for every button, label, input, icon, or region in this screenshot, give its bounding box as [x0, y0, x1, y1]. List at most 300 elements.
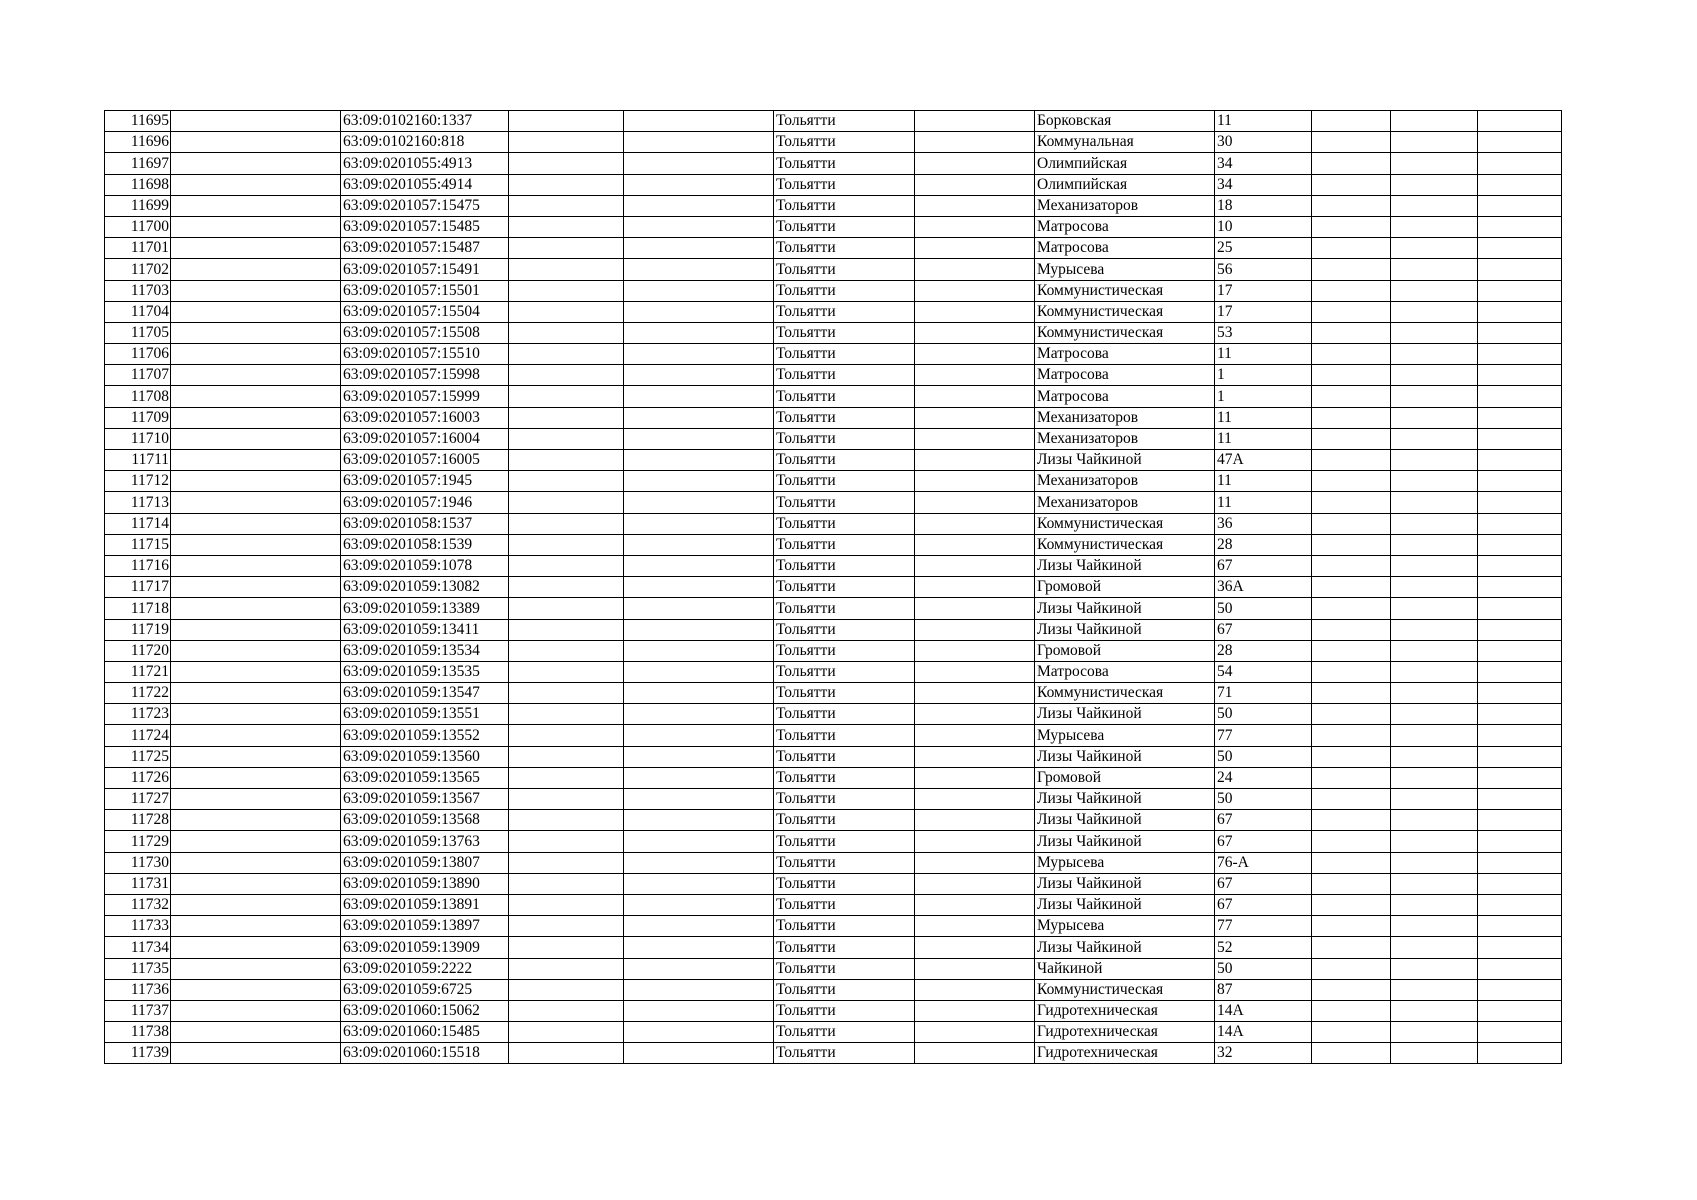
table-row	[105, 153, 1562, 174]
empty-cell	[1391, 174, 1478, 195]
house-number-cell: 71	[1215, 683, 1312, 704]
row-number-cell: 11738	[105, 1022, 171, 1043]
empty-cell	[1312, 789, 1391, 810]
empty-cell	[915, 661, 1035, 682]
empty-cell	[509, 492, 624, 513]
city-cell: Тольятти	[774, 789, 915, 810]
empty-cell	[1391, 683, 1478, 704]
registry-table-body	[105, 111, 1562, 1064]
city-cell: Тольятти	[774, 386, 915, 407]
city-cell: Тольятти	[774, 471, 915, 492]
empty-cell	[1391, 1022, 1478, 1043]
row-number-cell: 11719	[105, 619, 171, 640]
empty-cell	[1391, 661, 1478, 682]
empty-cell	[171, 492, 341, 513]
empty-cell	[915, 725, 1035, 746]
table-row	[105, 979, 1562, 1000]
house-number-cell: 67	[1215, 810, 1312, 831]
empty-cell	[171, 725, 341, 746]
city-cell: Тольятти	[774, 153, 915, 174]
table-row	[105, 619, 1562, 640]
empty-cell	[915, 428, 1035, 449]
empty-cell	[1391, 259, 1478, 280]
empty-cell	[171, 386, 341, 407]
empty-cell	[1312, 598, 1391, 619]
city-cell: Тольятти	[774, 111, 915, 132]
empty-cell	[1391, 344, 1478, 365]
cadastral-number-cell: 63:09:0201057:15998	[341, 365, 509, 386]
empty-cell	[1312, 450, 1391, 471]
table-row	[105, 259, 1562, 280]
empty-cell	[624, 450, 774, 471]
city-cell: Тольятти	[774, 746, 915, 767]
empty-cell	[171, 534, 341, 555]
table-row	[105, 534, 1562, 555]
house-number-cell: 32	[1215, 1043, 1312, 1064]
row-number-cell: 11716	[105, 555, 171, 576]
empty-cell	[1478, 852, 1562, 873]
empty-cell	[915, 1022, 1035, 1043]
city-cell: Тольятти	[774, 852, 915, 873]
row-number-cell: 11737	[105, 1000, 171, 1021]
empty-cell	[1478, 322, 1562, 343]
empty-cell	[624, 640, 774, 661]
table-row	[105, 386, 1562, 407]
city-cell: Тольятти	[774, 704, 915, 725]
row-number-cell: 11697	[105, 153, 171, 174]
cadastral-number-cell: 63:09:0102160:818	[341, 132, 509, 153]
empty-cell	[509, 577, 624, 598]
empty-cell	[1478, 937, 1562, 958]
row-number-cell: 11736	[105, 979, 171, 1000]
house-number-cell: 67	[1215, 555, 1312, 576]
empty-cell	[915, 555, 1035, 576]
empty-cell	[509, 852, 624, 873]
table-row	[105, 640, 1562, 661]
empty-cell	[1391, 746, 1478, 767]
empty-cell	[1391, 831, 1478, 852]
empty-cell	[171, 259, 341, 280]
empty-cell	[915, 619, 1035, 640]
empty-cell	[509, 640, 624, 661]
empty-cell	[624, 831, 774, 852]
row-number-cell: 11732	[105, 894, 171, 915]
empty-cell	[1312, 852, 1391, 873]
cadastral-number-cell: 63:09:0201055:4913	[341, 153, 509, 174]
empty-cell	[1312, 767, 1391, 788]
street-cell: Гидротехническая	[1035, 1043, 1215, 1064]
empty-cell	[915, 852, 1035, 873]
empty-cell	[1312, 1022, 1391, 1043]
street-cell: Гидротехническая	[1035, 1000, 1215, 1021]
row-number-cell: 11723	[105, 704, 171, 725]
empty-cell	[1478, 661, 1562, 682]
empty-cell	[1391, 195, 1478, 216]
cadastral-number-cell: 63:09:0201057:15999	[341, 386, 509, 407]
empty-cell	[915, 640, 1035, 661]
cadastral-number-cell: 63:09:0201059:13551	[341, 704, 509, 725]
city-cell: Тольятти	[774, 640, 915, 661]
empty-cell	[1312, 894, 1391, 915]
street-cell: Коммунальная	[1035, 132, 1215, 153]
empty-cell	[1391, 704, 1478, 725]
empty-cell	[624, 153, 774, 174]
house-number-cell: 76-А	[1215, 852, 1312, 873]
city-cell: Тольятти	[774, 619, 915, 640]
table-row	[105, 810, 1562, 831]
street-cell: Мурысева	[1035, 852, 1215, 873]
street-cell: Коммунистическая	[1035, 322, 1215, 343]
empty-cell	[1312, 471, 1391, 492]
row-number-cell: 11699	[105, 195, 171, 216]
empty-cell	[624, 132, 774, 153]
empty-cell	[1391, 534, 1478, 555]
empty-cell	[171, 661, 341, 682]
cadastral-number-cell: 63:09:0201059:13897	[341, 916, 509, 937]
empty-cell	[171, 153, 341, 174]
table-row	[105, 238, 1562, 259]
empty-cell	[624, 577, 774, 598]
city-cell: Тольятти	[774, 683, 915, 704]
house-number-cell: 50	[1215, 789, 1312, 810]
empty-cell	[915, 322, 1035, 343]
empty-cell	[1312, 153, 1391, 174]
empty-cell	[915, 958, 1035, 979]
house-number-cell: 14А	[1215, 1000, 1312, 1021]
registry-table	[104, 110, 1562, 1064]
empty-cell	[624, 365, 774, 386]
house-number-cell: 53	[1215, 322, 1312, 343]
cadastral-number-cell: 63:09:0201059:13082	[341, 577, 509, 598]
city-cell: Тольятти	[774, 428, 915, 449]
house-number-cell: 34	[1215, 174, 1312, 195]
empty-cell	[1478, 555, 1562, 576]
empty-cell	[1391, 979, 1478, 1000]
empty-cell	[915, 1000, 1035, 1021]
empty-cell	[1312, 661, 1391, 682]
house-number-cell: 11	[1215, 471, 1312, 492]
cadastral-number-cell: 63:09:0201057:16004	[341, 428, 509, 449]
empty-cell	[171, 238, 341, 259]
empty-cell	[915, 195, 1035, 216]
house-number-cell: 25	[1215, 238, 1312, 259]
street-cell: Гидротехническая	[1035, 1022, 1215, 1043]
empty-cell	[171, 598, 341, 619]
empty-cell	[624, 174, 774, 195]
empty-cell	[171, 916, 341, 937]
cadastral-number-cell: 63:09:0201057:16003	[341, 407, 509, 428]
empty-cell	[509, 725, 624, 746]
empty-cell	[509, 704, 624, 725]
table-row	[105, 322, 1562, 343]
house-number-cell: 67	[1215, 894, 1312, 915]
table-row	[105, 1022, 1562, 1043]
house-number-cell: 77	[1215, 725, 1312, 746]
table-row	[105, 767, 1562, 788]
empty-cell	[1312, 216, 1391, 237]
empty-cell	[624, 111, 774, 132]
row-number-cell: 11722	[105, 683, 171, 704]
empty-cell	[1391, 428, 1478, 449]
empty-cell	[171, 195, 341, 216]
empty-cell	[915, 111, 1035, 132]
city-cell: Тольятти	[774, 979, 915, 1000]
cadastral-number-cell: 63:09:0201060:15485	[341, 1022, 509, 1043]
cadastral-number-cell: 63:09:0201060:15518	[341, 1043, 509, 1064]
empty-cell	[171, 937, 341, 958]
empty-cell	[1391, 810, 1478, 831]
cadastral-number-cell: 63:09:0201055:4914	[341, 174, 509, 195]
empty-cell	[509, 450, 624, 471]
empty-cell	[1391, 937, 1478, 958]
empty-cell	[1312, 386, 1391, 407]
empty-cell	[1478, 704, 1562, 725]
empty-cell	[171, 344, 341, 365]
empty-cell	[171, 852, 341, 873]
row-number-cell: 11720	[105, 640, 171, 661]
empty-cell	[1391, 492, 1478, 513]
empty-cell	[1478, 111, 1562, 132]
empty-cell	[509, 767, 624, 788]
table-row	[105, 280, 1562, 301]
empty-cell	[1391, 789, 1478, 810]
city-cell: Тольятти	[774, 661, 915, 682]
row-number-cell: 11717	[105, 577, 171, 598]
house-number-cell: 17	[1215, 301, 1312, 322]
empty-cell	[1478, 450, 1562, 471]
city-cell: Тольятти	[774, 301, 915, 322]
empty-cell	[1312, 704, 1391, 725]
empty-cell	[915, 216, 1035, 237]
table-row	[105, 216, 1562, 237]
empty-cell	[171, 894, 341, 915]
empty-cell	[171, 1000, 341, 1021]
empty-cell	[509, 471, 624, 492]
empty-cell	[1478, 683, 1562, 704]
city-cell: Тольятти	[774, 238, 915, 259]
empty-cell	[1478, 174, 1562, 195]
row-number-cell: 11733	[105, 916, 171, 937]
house-number-cell: 24	[1215, 767, 1312, 788]
empty-cell	[1478, 1043, 1562, 1064]
empty-cell	[171, 555, 341, 576]
row-number-cell: 11739	[105, 1043, 171, 1064]
empty-cell	[624, 555, 774, 576]
empty-cell	[624, 661, 774, 682]
city-cell: Тольятти	[774, 132, 915, 153]
empty-cell	[1312, 301, 1391, 322]
cadastral-number-cell: 63:09:0201057:1946	[341, 492, 509, 513]
street-cell: Матросова	[1035, 386, 1215, 407]
empty-cell	[1478, 259, 1562, 280]
street-cell: Коммунистическая	[1035, 683, 1215, 704]
house-number-cell: 34	[1215, 153, 1312, 174]
empty-cell	[1312, 111, 1391, 132]
city-cell: Тольятти	[774, 873, 915, 894]
city-cell: Тольятти	[774, 767, 915, 788]
empty-cell	[1391, 407, 1478, 428]
table-row	[105, 789, 1562, 810]
empty-cell	[624, 873, 774, 894]
house-number-cell: 11	[1215, 111, 1312, 132]
empty-cell	[171, 577, 341, 598]
empty-cell	[1478, 894, 1562, 915]
cadastral-number-cell: 63:09:0201059:2222	[341, 958, 509, 979]
empty-cell	[1478, 534, 1562, 555]
empty-cell	[1312, 619, 1391, 640]
empty-cell	[915, 280, 1035, 301]
city-cell: Тольятти	[774, 1022, 915, 1043]
empty-cell	[624, 725, 774, 746]
empty-cell	[171, 683, 341, 704]
street-cell: Коммунистическая	[1035, 513, 1215, 534]
row-number-cell: 11706	[105, 344, 171, 365]
empty-cell	[1478, 725, 1562, 746]
row-number-cell: 11731	[105, 873, 171, 894]
cadastral-number-cell: 63:09:0201059:13568	[341, 810, 509, 831]
city-cell: Тольятти	[774, 344, 915, 365]
city-cell: Тольятти	[774, 894, 915, 915]
row-number-cell: 11735	[105, 958, 171, 979]
empty-cell	[624, 704, 774, 725]
house-number-cell: 52	[1215, 937, 1312, 958]
empty-cell	[1478, 238, 1562, 259]
cadastral-number-cell: 63:09:0201059:13535	[341, 661, 509, 682]
empty-cell	[509, 598, 624, 619]
empty-cell	[1478, 280, 1562, 301]
house-number-cell: 50	[1215, 598, 1312, 619]
city-cell: Тольятти	[774, 577, 915, 598]
table-row	[105, 661, 1562, 682]
empty-cell	[1478, 428, 1562, 449]
cadastral-number-cell: 63:09:0201059:13552	[341, 725, 509, 746]
cadastral-number-cell: 63:09:0201057:15475	[341, 195, 509, 216]
row-number-cell: 11713	[105, 492, 171, 513]
empty-cell	[624, 852, 774, 873]
table-row	[105, 111, 1562, 132]
house-number-cell: 50	[1215, 958, 1312, 979]
empty-cell	[1312, 195, 1391, 216]
street-cell: Матросова	[1035, 365, 1215, 386]
house-number-cell: 11	[1215, 344, 1312, 365]
city-cell: Тольятти	[774, 831, 915, 852]
table-row	[105, 577, 1562, 598]
empty-cell	[171, 1043, 341, 1064]
empty-cell	[624, 216, 774, 237]
cadastral-number-cell: 63:09:0201059:13567	[341, 789, 509, 810]
empty-cell	[171, 789, 341, 810]
row-number-cell: 11709	[105, 407, 171, 428]
cadastral-number-cell: 63:09:0201059:13891	[341, 894, 509, 915]
row-number-cell: 11705	[105, 322, 171, 343]
street-cell: Лизы Чайкиной	[1035, 937, 1215, 958]
empty-cell	[1391, 216, 1478, 237]
empty-cell	[915, 386, 1035, 407]
empty-cell	[624, 407, 774, 428]
empty-cell	[509, 301, 624, 322]
empty-cell	[1312, 937, 1391, 958]
row-number-cell: 11701	[105, 238, 171, 259]
row-number-cell: 11707	[105, 365, 171, 386]
empty-cell	[915, 301, 1035, 322]
row-number-cell: 11702	[105, 259, 171, 280]
empty-cell	[1312, 555, 1391, 576]
cadastral-number-cell: 63:09:0201057:15508	[341, 322, 509, 343]
empty-cell	[509, 344, 624, 365]
empty-cell	[915, 704, 1035, 725]
empty-cell	[624, 810, 774, 831]
city-cell: Тольятти	[774, 259, 915, 280]
empty-cell	[171, 280, 341, 301]
house-number-cell: 11	[1215, 492, 1312, 513]
row-number-cell: 11721	[105, 661, 171, 682]
house-number-cell: 36А	[1215, 577, 1312, 598]
city-cell: Тольятти	[774, 916, 915, 937]
cadastral-number-cell: 63:09:0201058:1537	[341, 513, 509, 534]
empty-cell	[509, 979, 624, 1000]
empty-cell	[509, 1043, 624, 1064]
empty-cell	[171, 450, 341, 471]
empty-cell	[1478, 344, 1562, 365]
row-number-cell: 11700	[105, 216, 171, 237]
house-number-cell: 18	[1215, 195, 1312, 216]
cadastral-number-cell: 63:09:0201057:15487	[341, 238, 509, 259]
empty-cell	[171, 746, 341, 767]
empty-cell	[624, 746, 774, 767]
empty-cell	[915, 810, 1035, 831]
empty-cell	[509, 789, 624, 810]
empty-cell	[915, 365, 1035, 386]
street-cell: Коммунистическая	[1035, 979, 1215, 1000]
table-row	[105, 195, 1562, 216]
empty-cell	[1312, 1000, 1391, 1021]
empty-cell	[915, 873, 1035, 894]
empty-cell	[509, 1000, 624, 1021]
table-row	[105, 894, 1562, 915]
cadastral-number-cell: 63:09:0201060:15062	[341, 1000, 509, 1021]
empty-cell	[1312, 407, 1391, 428]
empty-cell	[915, 831, 1035, 852]
empty-cell	[509, 216, 624, 237]
city-cell: Тольятти	[774, 555, 915, 576]
empty-cell	[1391, 873, 1478, 894]
empty-cell	[1312, 746, 1391, 767]
cadastral-number-cell: 63:09:0201057:15485	[341, 216, 509, 237]
empty-cell	[1312, 365, 1391, 386]
street-cell: Громовой	[1035, 577, 1215, 598]
empty-cell	[1478, 746, 1562, 767]
empty-cell	[1391, 619, 1478, 640]
empty-cell	[915, 937, 1035, 958]
city-cell: Тольятти	[774, 534, 915, 555]
table-row	[105, 174, 1562, 195]
empty-cell	[1478, 916, 1562, 937]
empty-cell	[1312, 873, 1391, 894]
street-cell: Мурысева	[1035, 259, 1215, 280]
empty-cell	[915, 1043, 1035, 1064]
cadastral-number-cell: 63:09:0201057:15491	[341, 259, 509, 280]
empty-cell	[1478, 216, 1562, 237]
empty-cell	[509, 831, 624, 852]
empty-cell	[1478, 789, 1562, 810]
table-row	[105, 598, 1562, 619]
empty-cell	[1478, 767, 1562, 788]
empty-cell	[915, 344, 1035, 365]
street-cell: Коммунистическая	[1035, 301, 1215, 322]
empty-cell	[509, 916, 624, 937]
cadastral-number-cell: 63:09:0201059:13411	[341, 619, 509, 640]
empty-cell	[915, 174, 1035, 195]
